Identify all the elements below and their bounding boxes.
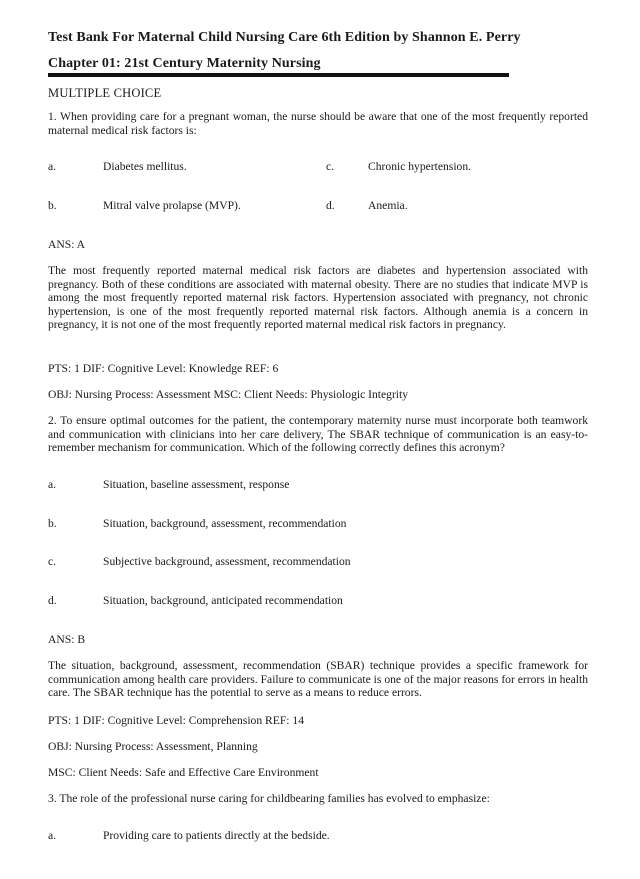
q1-option-c-text: Chronic hypertension. bbox=[368, 160, 472, 173]
q2-option-c-text: Subjective background, assessment, recommendation bbox=[103, 555, 351, 568]
question-2-stem: 2. To ensure optimal outcomes for the patient, the contemporary maternity nurse must incorporate both teamwork and communication with clinicians into her care delivery, The SBAR technique of communication is an easy-to-remember mechanism for communication. Which of the following correctly defines this acronym? bbox=[48, 414, 588, 455]
q2-rationale: The situation, background, assessment, recommendation (SBAR) technique provides a specific framework for communication among health care providers. Failure to communicate is one of the major reasons for errors in health care. The SBAR technique has the potential to serve as a means to reduce errors. bbox=[48, 659, 588, 700]
q2-option-b-letter: b. bbox=[48, 517, 57, 530]
document-title: Test Bank For Maternal Child Nursing Care 6th Edition by Shannon E. Perry bbox=[48, 30, 521, 45]
q2-pts: PTS: 1 DIF: Cognitive Level: Comprehension REF: 14 bbox=[48, 714, 305, 727]
q3-option-a-letter: a. bbox=[48, 829, 57, 842]
q1-option-a-letter: a. bbox=[48, 160, 57, 173]
q2-option-a-text: Situation, baseline assessment, response bbox=[103, 478, 290, 491]
question-3-stem: 3. The role of the professional nurse caring for childbearing families has evolved to emphasize: bbox=[48, 792, 490, 805]
q2-option-d-text: Situation, background, anticipated recommendation bbox=[103, 594, 343, 607]
q2-option-d-letter: d. bbox=[48, 594, 57, 607]
title-divider bbox=[48, 73, 509, 77]
q3-option-a-text: Providing care to patients directly at the bedside. bbox=[103, 829, 330, 842]
q2-option-a-letter: a. bbox=[48, 478, 57, 491]
q2-answer: ANS: B bbox=[48, 633, 86, 646]
q2-msc: MSC: Client Needs: Safe and Effective Care Environment bbox=[48, 766, 319, 779]
q1-obj: OBJ: Nursing Process: Assessment MSC: Client Needs: Physiologic Integrity bbox=[48, 388, 409, 401]
chapter-title: Chapter 01: 21st Century Maternity Nursing bbox=[48, 56, 321, 71]
q1-option-b-letter: b. bbox=[48, 199, 57, 212]
q1-rationale: The most frequently reported maternal medical risk factors are diabetes and hypertension associated with pregnancy. Both of these conditions are associated with maternal obesity. There are no studies that indicate MVP is among the most frequently reported maternal risk factors. Hypertension associated with pregnancy, not chronic hypertension, is one of the most frequently reported maternal risk factors. Although anemia is a concern in pregnancy, it is not one of the most frequently reported maternal medical risk factors in pregnancy. bbox=[48, 264, 588, 332]
question-1-stem: 1. When providing care for a pregnant woman, the nurse should be aware that one of the most frequently reported maternal medical risk factors is: bbox=[48, 110, 588, 137]
q1-answer: ANS: A bbox=[48, 238, 86, 251]
q2-obj: OBJ: Nursing Process: Assessment, Planning bbox=[48, 740, 258, 753]
q1-option-c-letter: c. bbox=[326, 160, 335, 173]
q2-option-c-letter: c. bbox=[48, 555, 57, 568]
q1-option-d-text: Anemia. bbox=[368, 199, 408, 212]
q1-pts: PTS: 1 DIF: Cognitive Level: Knowledge REF: 6 bbox=[48, 362, 279, 375]
q1-option-d-letter: d. bbox=[326, 199, 335, 212]
q1-option-b-text: Mitral valve prolapse (MVP). bbox=[103, 199, 241, 212]
q2-option-b-text: Situation, background, assessment, recommendation bbox=[103, 517, 347, 530]
section-heading: MULTIPLE CHOICE bbox=[48, 86, 162, 100]
q1-option-a-text: Diabetes mellitus. bbox=[103, 160, 187, 173]
